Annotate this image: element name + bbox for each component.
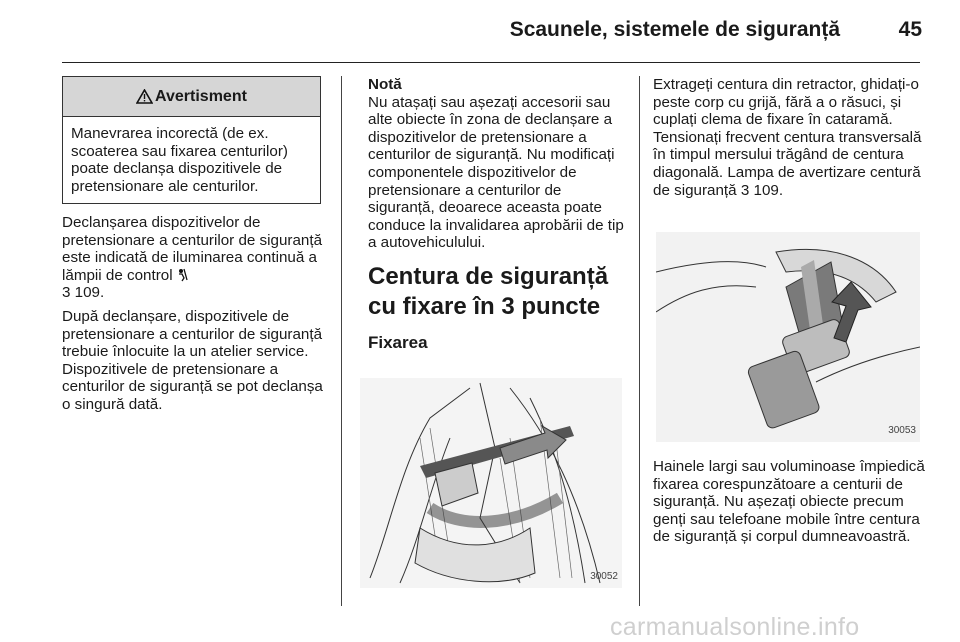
- section-heading: Centura de siguranță cu fixare în 3 puncte: [368, 262, 609, 320]
- warning-title: Avertisment: [155, 87, 247, 105]
- page-title: Scaunele, sistemele de siguranță: [509, 18, 840, 41]
- paragraph: Extrageți centura din retractor, ghidați-o peste corp cu grijă, fără a o răsuci, și cuplați clema de fixare în cataramă. Tensionați frecvent centura transversală în timpul mersului trăgând de centura diagonală. Lampa de avertizare centură de siguranță 3 109.: [653, 76, 922, 199]
- watermark: carmanualsonline.info: [610, 613, 860, 641]
- page-number: 45: [898, 18, 922, 41]
- paragraph: Declanșarea dispozitivelor de pretensionare a centurilor de siguranță este indicată de iluminarea continuă a lămpii de control 3 109.: [62, 214, 323, 302]
- figure-number: 30053: [888, 425, 916, 436]
- column-2: [368, 76, 626, 352]
- page-reference: 3 109.: [62, 284, 105, 302]
- column-divider: [341, 76, 342, 606]
- fastening-illustration: [360, 378, 622, 588]
- note-title: Notă: [368, 76, 402, 93]
- warning-text: Manevrarea incorectă (de ex. scoaterea sau fixarea centurilor) poate declanșa dispozitivele de pretensionare ale centurilor.: [71, 125, 288, 195]
- column-3-lower: [653, 458, 925, 546]
- warning-box: [62, 76, 321, 204]
- paragraph: Hainele largi sau voluminoase împiedică fixarea corespunzătoare a centurii de siguranță. Nu așezați obiecte precum genți sau telefoane mobile între centura de siguranță și corpul dumneavoastră.: [653, 458, 925, 546]
- paragraph: După declanșare, dispozitivele de pretensionare a centurilor de siguranță trebuie înlocuite la un atelier service. Dispozitivele de pretensionare a centurilor de siguranță se pot declanșa o singură dată.: [62, 307, 323, 413]
- figure-number: 30052: [590, 571, 618, 582]
- header-rule: [62, 62, 920, 63]
- column-3: [653, 76, 925, 199]
- seatbelt-tensioner-icon: [177, 268, 189, 282]
- warning-header: [63, 77, 320, 117]
- page-reference: 3 109.: [740, 181, 784, 199]
- subsection-heading: Fixarea: [368, 332, 428, 352]
- column-1: [62, 214, 326, 414]
- column-divider: [639, 76, 640, 606]
- note-text: Nu atașați sau așezați accesorii sau alte obiecte în zona de declanșare a dispozitivelor de pretensionare a centurilor de siguranță. Nu modificați componentele dispozitivelor de pretensionare a centurilor de siguranță, deoarece aceasta poate conduce la invalidarea aprobării de tip a autovehiculului.: [368, 93, 624, 252]
- buckle-illustration: [656, 232, 920, 442]
- warning-triangle-icon: [136, 89, 153, 104]
